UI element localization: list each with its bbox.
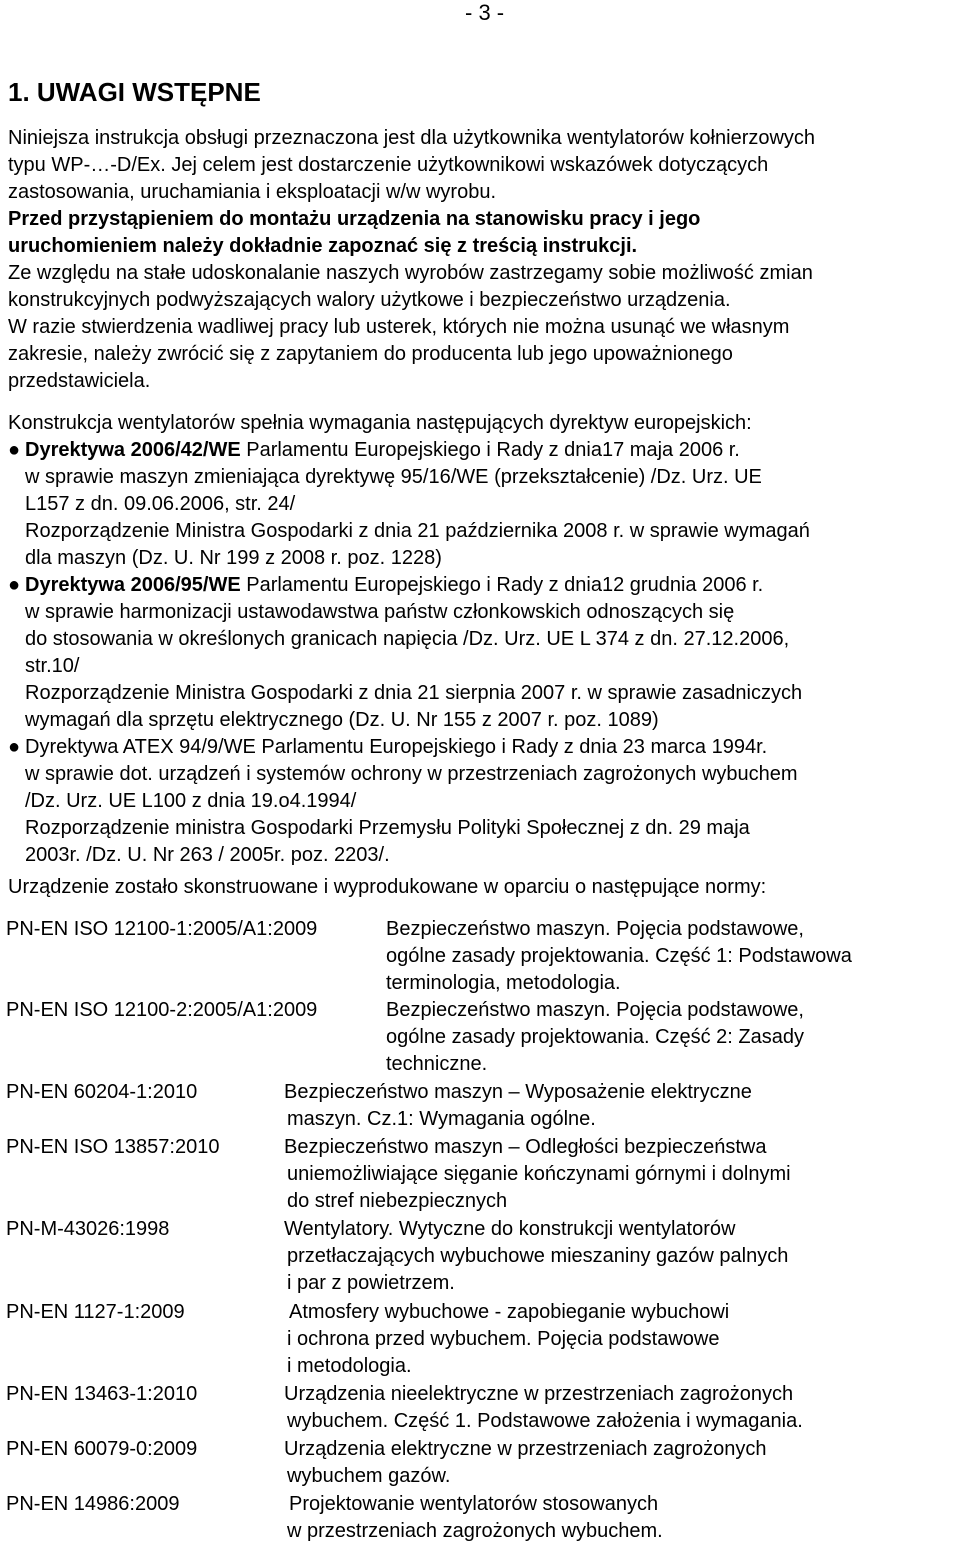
norm-desc: do stref niebezpiecznych (287, 1190, 508, 1212)
norm-desc: w przestrzeniach zagrożonych wybuchem. (287, 1520, 663, 1542)
directive-line: str.10/ (25, 655, 80, 677)
norm-desc: przetłaczających wybuchowe mieszaniny gazów palnych (287, 1245, 789, 1267)
directive-text: Dyrektywa ATEX 94/9/WE Parlamentu Europejskiego i Rady z dnia 23 marca 1994r. (25, 736, 768, 758)
page-number: - 3 - (465, 0, 505, 25)
directive-line: dla maszyn (Dz. U. Nr 199 z 2008 r. poz. 1228) (25, 547, 442, 569)
norm-desc: ogólne zasady projektowania. Część 2: Zasady (386, 1026, 805, 1048)
intro-line: zastosowania, uruchamiania i eksploatacji w/w wyrobu. (8, 181, 497, 203)
norm-code: PN-EN 1127-1:2009 (6, 1301, 185, 1323)
norm-desc: Bezpieczeństwo maszyn. Pojęcia podstawowe, (386, 918, 804, 940)
intro-line: Ze względu na stałe udoskonalanie naszych wyrobów zastrzegamy sobie możliwość zmian (8, 262, 813, 284)
intro-line: typu WP-…-D/Ex. Jej celem jest dostarczenie użytkownikowi wskazówek dotyczących (8, 154, 769, 176)
norm-desc: i ochrona przed wybuchem. Pojęcia podstawowe (287, 1328, 720, 1350)
intro-line: Niniejsza instrukcja obsługi przeznaczona jest dla użytkownika wentylatorów kołnierzowych (8, 127, 816, 149)
directive-item (8, 734, 767, 761)
warning-line: Przed przystąpieniem do montażu urządzenia na stanowisku pracy i jego (8, 208, 701, 230)
norm-code: PN-EN 13463-1:2010 (6, 1383, 198, 1405)
intro-line: konstrukcyjnych podwyższających walory użytkowe i bezpieczeństwo urządzenia. (8, 289, 731, 311)
directive-title: Dyrektywa 2006/42/WE (25, 439, 241, 461)
directive-line: w sprawie harmonizacji ustawodawstwa państw członkowskich odnoszących się (25, 601, 735, 623)
norm-desc: techniczne. (386, 1053, 488, 1075)
directive-line: Rozporządzenie Ministra Gospodarki z dnia 21 października 2008 r. w sprawie wymagań (25, 520, 810, 542)
norm-code: PN-EN ISO 12100-2:2005/A1:2009 (6, 999, 318, 1021)
directive-item (8, 572, 763, 599)
norm-code: PN-EN ISO 12100-1:2005/A1:2009 (6, 918, 318, 940)
bullet-icon: ● (8, 439, 21, 461)
norm-desc: uniemożliwiające sięganie kończynami górnymi i dolnymi (287, 1163, 791, 1185)
directive-text: Parlamentu Europejskiego i Rady z dnia17 maja 2006 r. (240, 439, 740, 461)
norm-desc: Bezpieczeństwo maszyn. Pojęcia podstawowe, (386, 999, 804, 1021)
norm-code: PN-EN 14986:2009 (6, 1493, 180, 1515)
directive-item (8, 437, 740, 464)
norm-code: PN-M-43026:1998 (6, 1218, 170, 1240)
norm-desc: Projektowanie wentylatorów stosowanych (289, 1493, 659, 1515)
norm-desc: maszyn. Cz.1: Wymagania ogólne. (287, 1108, 596, 1130)
directive-line: w sprawie dot. urządzeń i systemów ochrony w przestrzeniach zagrożonych wybuchem (25, 763, 798, 785)
directive-line: L157 z dn. 09.06.2006, str. 24/ (25, 493, 296, 515)
section-heading: 1. UWAGI WSTĘPNE (8, 77, 261, 107)
bullet-icon: ● (8, 574, 21, 596)
norm-code: PN-EN 60204-1:2010 (6, 1081, 198, 1103)
intro-line: przedstawiciela. (8, 370, 151, 392)
norm-code: PN-EN 60079-0:2009 (6, 1438, 198, 1460)
norm-desc: i par z powietrzem. (287, 1272, 455, 1294)
intro-line: zakresie, należy zwrócić się z zapytaniem do producenta lub jego upoważnionego (8, 343, 733, 365)
norm-desc: wybuchem. Część 1. Podstawowe założenia i wymagania. (287, 1410, 803, 1432)
norm-code: PN-EN ISO 13857:2010 (6, 1136, 220, 1158)
norm-desc: wybuchem gazów. (287, 1465, 451, 1487)
directive-line: /Dz. Urz. UE L100 z dnia 19.o4.1994/ (25, 790, 357, 812)
norm-desc: Atmosfery wybuchowe - zapobieganie wybuchowi (289, 1301, 730, 1323)
norms-intro: Urządzenie zostało skonstruowane i wyprodukowane w oparciu o następujące normy: (8, 876, 767, 898)
directive-line: Rozporządzenie Ministra Gospodarki z dnia 21 sierpnia 2007 r. w sprawie zasadniczych (25, 682, 803, 704)
directive-line: w sprawie maszyn zmieniająca dyrektywę 95/16/WE (przekształcenie) /Dz. Urz. UE (25, 466, 762, 488)
directive-line: wymagań dla sprzętu elektrycznego (Dz. U. Nr 155 z 2007 r. poz. 1089) (25, 709, 659, 731)
norm-desc: i metodologia. (287, 1355, 412, 1377)
directive-line: Rozporządzenie ministra Gospodarki Przemysłu Polityki Społecznej z dn. 29 maja (25, 817, 750, 839)
bullet-icon: ● (8, 736, 21, 758)
directive-text: Parlamentu Europejskiego i Rady z dnia12 grudnia 2006 r. (240, 574, 764, 596)
norm-desc: ogólne zasady projektowania. Część 1: Podstawowa (386, 945, 852, 967)
norm-desc: Bezpieczeństwo maszyn – Odległości bezpieczeństwa (284, 1136, 767, 1158)
norm-desc: terminologia, metodologia. (386, 972, 621, 994)
intro-line: W razie stwierdzenia wadliwej pracy lub usterek, których nie można usunąć we własnym (8, 316, 790, 338)
norm-desc: Urządzenia elektryczne w przestrzeniach zagrożonych (284, 1438, 767, 1460)
directive-title: Dyrektywa 2006/95/WE (25, 574, 241, 596)
directive-line: 2003r. /Dz. U. Nr 263 / 2005r. poz. 2203/. (25, 844, 390, 866)
norm-desc: Urządzenia nieelektryczne w przestrzeniach zagrożonych (284, 1383, 794, 1405)
norm-desc: Bezpieczeństwo maszyn – Wyposażenie elektryczne (284, 1081, 752, 1103)
directives-intro: Konstrukcja wentylatorów spełnia wymagania następujących dyrektyw europejskich: (8, 412, 752, 434)
directive-line: do stosowania w określonych granicach napięcia /Dz. Urz. UE L 374 z dn. 27.12.2006, (25, 628, 790, 650)
norm-desc: Wentylatory. Wytyczne do konstrukcji wentylatorów (284, 1218, 736, 1240)
warning-line: uruchomieniem należy dokładnie zapoznać się z treścią instrukcji. (8, 235, 638, 257)
